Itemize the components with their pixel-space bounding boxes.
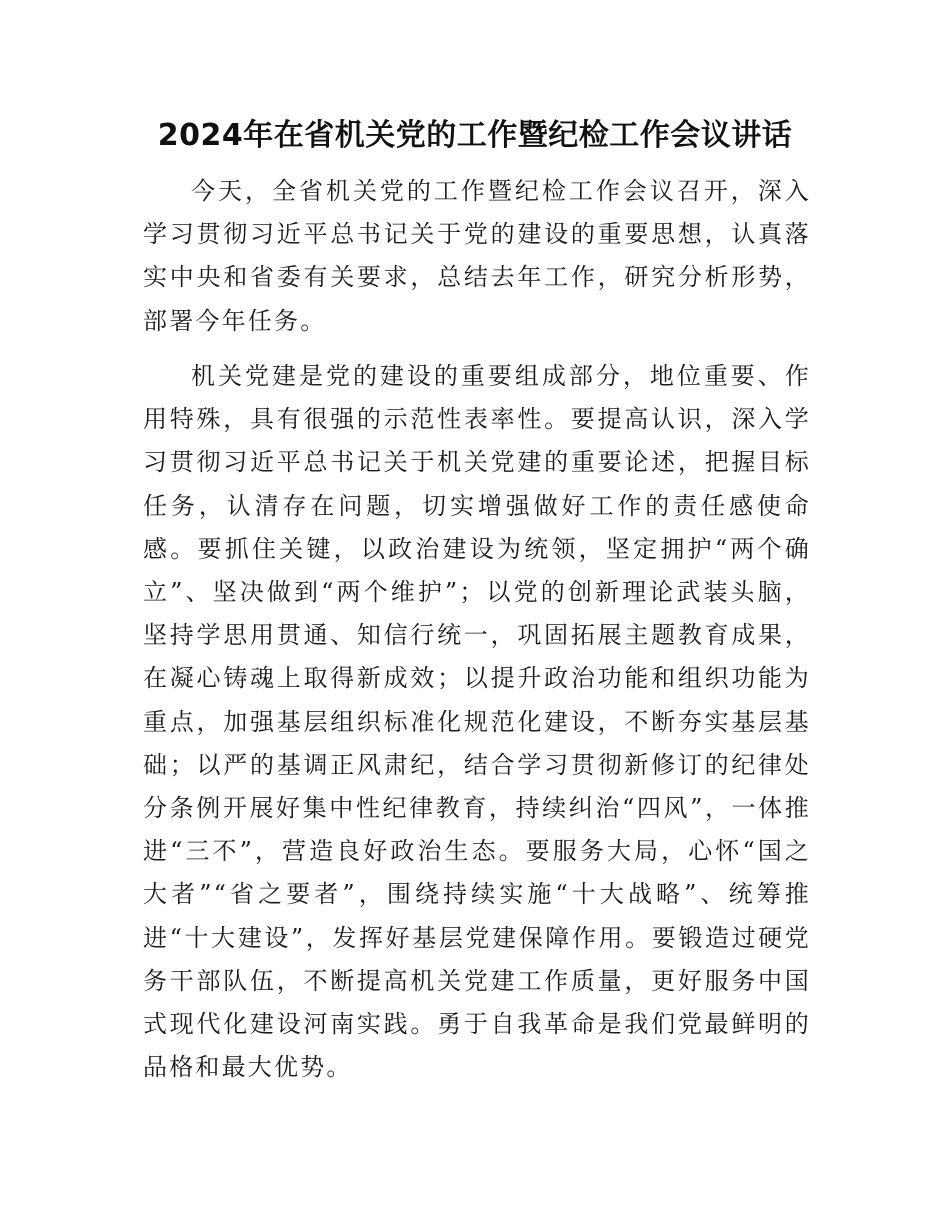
paragraph-intro: 今天，全省机关党的工作暨纪检工作会议召开，深入学习贯彻习近平总书记关于党的建设的重要思想，认真落实中央和省委有关要求，总结去年工作，研究分析形势，部署今年任务。 (143, 177, 811, 335)
paragraph-party-building: 机关党建是党的建设的重要组成部分，地位重要、作用特殊，具有很强的示范性表率性。要提高认识，深入学习贯彻习近平总书记关于机关党建的重要论述，把握目标任务，认清存在问题，切实增强做好工作的责任感使命感。要抓住关键，以政治建设为统领，坚定拥护“两个确立”、坚决做到“两个维护”；以党的创新理论武装头脑，坚持学思用贯通、知信行统一，巩固拓展主题教育成果，在凝心铸魂上取得新成效；以提升政治功能和组织功能为重点，加强基层组织标准化规范化建设，不断夯实基层基础；以严的基调正风肃纪，结合学习贯彻新修订的纪律处分条例开展好集中性纪律教育，持续纠治“四风”，一体推进“三不”，营造良好政治生态。要服务大局，心怀“国之大者”“省之要者”，围绕持续实施“十大战略”、统筹推进“十大建设”，发挥好基层党建保障作用。要锻造过硬党务干部队伍，不断提高机关党建工作质量，更好服务中国式现代化建设河南实践。勇于自我革命是我们党最鲜明的品格和最大优势。 (143, 362, 811, 1082)
document-title: 2024年在省机关党的工作暨纪检工作会议讲话 (157, 118, 793, 153)
